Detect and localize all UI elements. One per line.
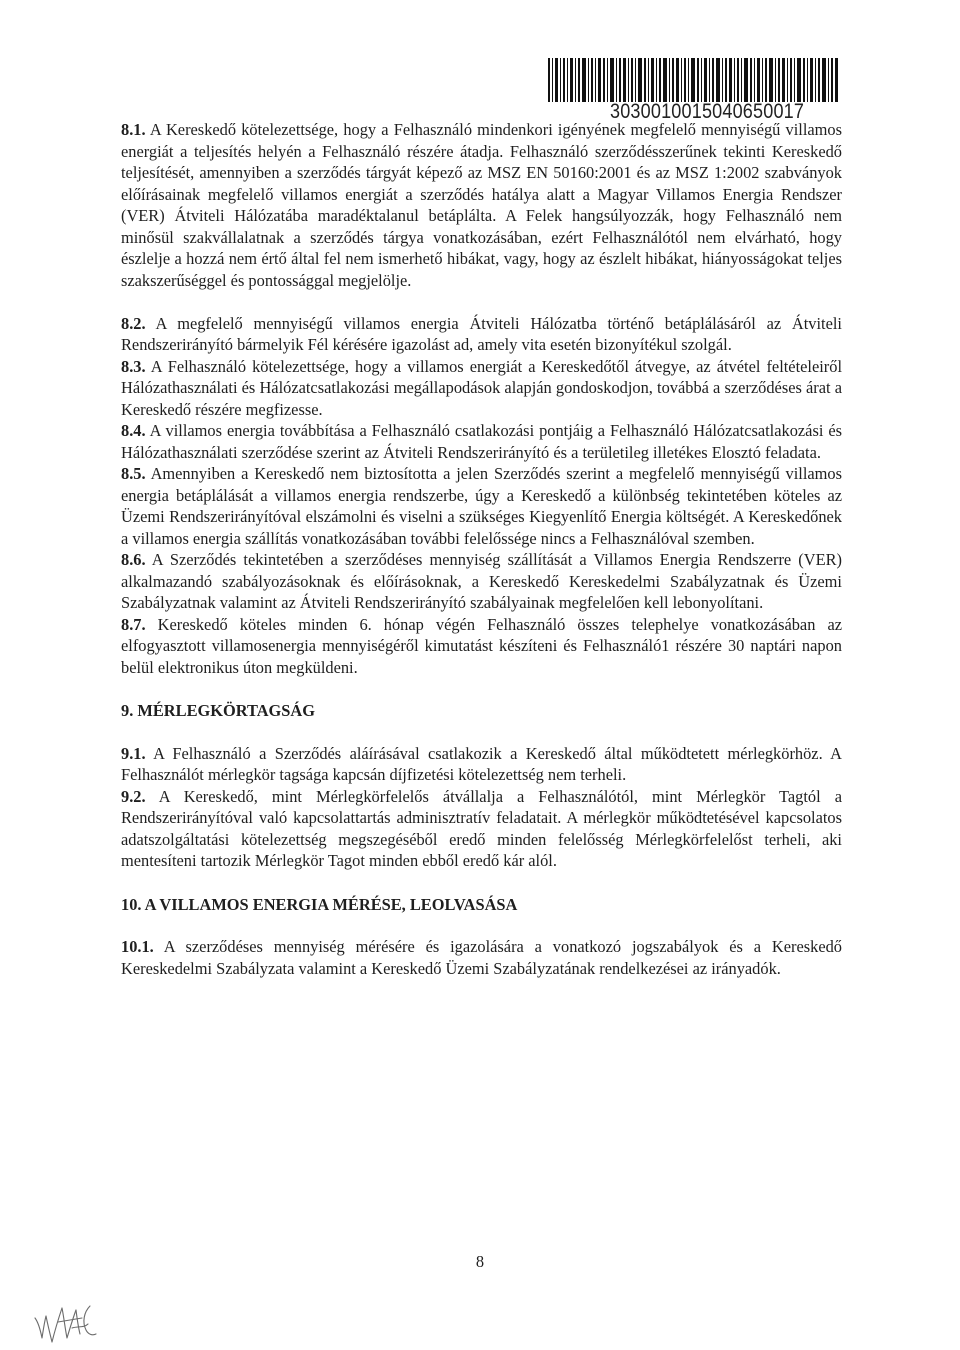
page-number: 8	[475, 1252, 485, 1271]
barcode-number: 3030010015040650017	[610, 100, 805, 123]
paragraph-8-5	[121, 463, 842, 549]
paragraph-number: 8.1.	[121, 120, 146, 139]
paragraph-text: A Felhasználó a Szerződés aláírásával csatlakozik a Kereskedő által működtetett mérlegkörhöz. A Felhasználót mérlegkör tagsága kapcsán díjfizetési kötelezettség nem terheli.	[121, 743, 842, 784]
paragraph-10-1	[121, 936, 842, 979]
paragraph-number: 8.7.	[121, 614, 146, 634]
paragraph-number: 10.1.	[121, 937, 154, 956]
paragraph-8-6	[121, 549, 842, 614]
paragraph-number: 8.5.	[121, 464, 146, 483]
paragraph-text: A szerződéses mennyiség mérésére és igazolására a vonatkozó jogszabályok és a Kereskedő Kereskedelmi Szabályzata valamint a Kereskedő Üzemi Szabályzatának rendelkezései az irányadók.	[121, 937, 842, 978]
paragraph-text: A Kereskedő kötelezettsége, hogy a Felhasználó mindenkori igényének megfelelő mennyiségű villamos energiát a teljesítés helyén a Felhasználó részére átadja. Felhasználó szerződésszerűnek tekinti Kereskedő teljesítését, amennyiben a szerződés tárgyát képező az MSZ EN 50160:2001 és az MSZ 1:2002 szabványok előírásainak megfelelő villamos energiát a szerződés hatálya alatt a Magyar Villamos Energia Rendszer (VER) Átviteli Hálózatába maradéktalanul betáplálta. A Felek hangsúlyozzák, hogy Felhasználó nem minősül szakvállalatnak a szerződés tárgya vonatkozásában, ezért Felhasználótól nem elvárható, hogy észlelje a hozzá nem értő által fel nem ismerhető hibákat, vagy, hogy az észlelt hibákat, hiányosságokat teljes szakszerűséggel és pontossággal megjelölje.	[121, 120, 842, 290]
paragraph-8-1	[121, 119, 842, 291]
paragraph-text: A megfelelő mennyiségű villamos energia Átviteli Hálózatba történő betáplálásáról az Átviteli Rendszerirányító bármelyik Fél kérésére igazolást ad, amely vita esetén bizonyítékul szolgál.	[121, 313, 842, 354]
paragraph-text: A Felhasználó kötelezettsége, hogy a villamos energiát a Kereskedőtől átvegye, az átvétel feltételeiről Hálózathasználati és Hálózatcsatlakozási megállapodások alapján gondoskodjon, továbbá a szerződéses árat a Kereskedő részére megfizesse.	[121, 356, 842, 419]
paragraph-text: A Kereskedő, mint Mérlegkörfelelős átvállalja a Felhasználótól, mint Mérlegkör Tagtól a Rendszerirányítóval való kapcsolattartás adminisztratív feladatait. A mérlegkör működtetésével kapcsolatos adatszolgáltatási kötelezettség megszegéséből eredő minden felelősség Mérlegkörfelelőst terheli, aki mentesíteni tartozik Mérlegkör Tagot minden ebből eredő kár alól.	[121, 786, 842, 870]
paragraph-number: 8.4.	[121, 421, 146, 440]
paragraph-number: 9.2.	[121, 786, 146, 806]
paragraph-9-2	[121, 786, 842, 872]
document-body	[121, 119, 842, 979]
paragraph-9-1	[121, 743, 842, 786]
paragraph-number: 8.2.	[121, 313, 146, 333]
paragraph-text: A Szerződés tekintetében a szerződéses mennyiség szállítását a Villamos Energia Rendszerre (VER) alkalmazandó szabályozásoknak és előírásoknak, a Kereskedő Kereskedelmi Szabályzatnak és Üzemi Szabályzatnak valamint az Átviteli Rendszerirányító szabályainak megfelelően kell lebonyolítani.	[121, 550, 842, 612]
paragraph-number: 8.3.	[121, 356, 146, 376]
section-heading-10: 10. A VILLAMOS ENERGIA MÉRÉSE, LEOLVASÁSA	[121, 894, 518, 914]
paragraph-8-7	[121, 614, 842, 679]
paragraph-number: 8.6.	[121, 550, 146, 569]
paragraph-number: 9.1.	[121, 743, 146, 763]
paragraph-8-4	[121, 420, 842, 463]
paragraph-8-3	[121, 356, 842, 421]
barcode-icon	[548, 58, 838, 102]
paragraph-8-2	[121, 313, 842, 356]
barcode-block	[548, 58, 840, 124]
paragraph-text: Amennyiben a Kereskedő nem biztosította a jelen Szerződés szerint a megfelelő mennyiségű villamos energia betáplálását a villamos energia rendszerbe, úgy a Kereskedő a különbség tekintetében köteles az Üzemi Rendszerirányítóval elszámolni és viselni a szükséges Kiegyenlítő Energia költségét. A Kereskedőnek a villamos energia szállítás vonatkozásában további felelőssége nincs a Felhasználóval szemben.	[121, 464, 842, 548]
signature-icon	[32, 1298, 104, 1348]
section-heading-9: 9. MÉRLEGKÖRTAGSÁG	[121, 701, 316, 720]
paragraph-text: Kereskedő köteles minden 6. hónap végén Felhasználó összes telephelye vonatkozásában az elfogyasztott villamosenergia mennyiségéről kimutatást készíteni és Felhasználó1 részére 30 naptári napon belül elektronikus úton megküldeni.	[121, 614, 842, 677]
paragraph-text: A villamos energia továbbítása a Felhasználó csatlakozási pontjáig a Felhasználó Hálózatcsatlakozási és Hálózathasználati szerződése szerint az Átviteli Rendszerirányító és a területileg illetékes Elosztó feladata.	[121, 421, 842, 462]
